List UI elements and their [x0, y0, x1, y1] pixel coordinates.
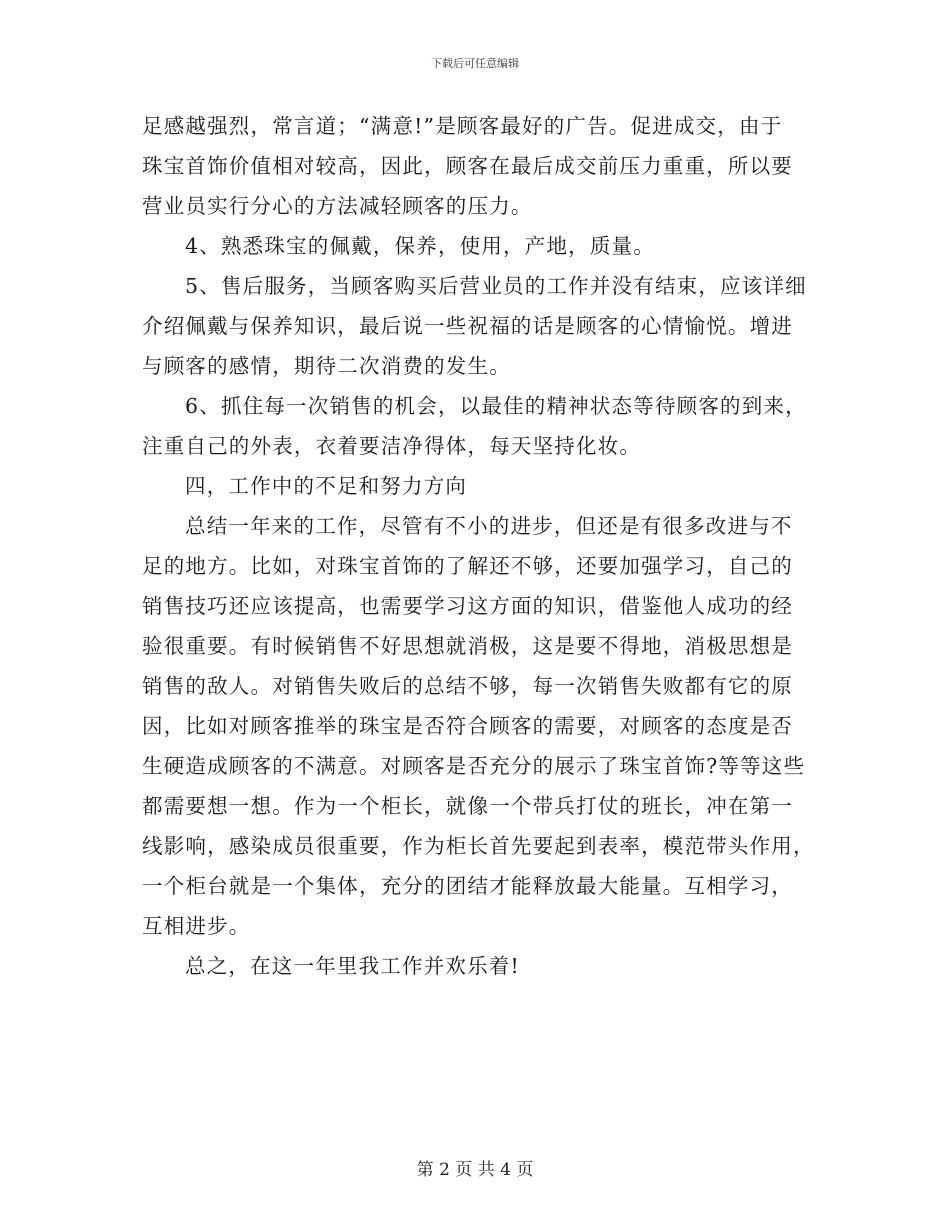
text-line: 互相进步。 — [142, 914, 251, 938]
text-line: 与顾客的感情，期待二次消费的发生。 — [142, 354, 511, 378]
text-line: 营业员实行分心的方法减轻顾客的压力。 — [142, 194, 533, 218]
text-line: 总之，在这一年里我工作并欢乐着! — [185, 954, 520, 978]
text-line: 总结一年来的工作，尽管有不小的进步，但还是有很多改进与不 — [185, 514, 793, 538]
text-line: 5、售后服务，当顾客购买后营业员的工作并没有结束，应该详细 — [185, 274, 807, 298]
section-heading: 四，工作中的不足和努力方向 — [185, 474, 468, 498]
text-line: 线影响，感染成员很重要，作为柜长首先要起到表率，模范带头作用， — [142, 834, 815, 858]
text-line: 注重自己的外表，衣着要洁净得体，每天坚持化妆。 — [142, 434, 642, 458]
text-line: 6、抓住每一次销售的机会，以最佳的精神状态等待顾客的到来， — [185, 394, 807, 418]
page-number: 第 2 页 共 4 页 — [416, 1160, 534, 1180]
text-line: 介绍佩戴与保养知识，最后说一些祝福的话是顾客的心情愉悦。增进 — [142, 314, 793, 338]
text-line: 都需要想一想。作为一个柜长，就像一个带兵打仗的班长，冲在第一 — [142, 794, 793, 818]
text-line: 因，比如对顾客推举的珠宝是否符合顾客的需要，对顾客的态度是否 — [142, 714, 793, 738]
text-line: 生硬造成顾客的不满意。对顾客是否充分的展示了珠宝首饰?等等这些 — [142, 754, 806, 778]
text-line: 珠宝首饰价值相对较高，因此，顾客在最后成交前压力重重，所以要 — [142, 154, 793, 178]
text-line: 验很重要。有时候销售不好思想就消极，这是要不得地，消极思想是 — [142, 634, 793, 658]
text-line: 销售技巧还应该提高，也需要学习这方面的知识，借鉴他人成功的经 — [142, 594, 793, 618]
text-line: 足的地方。比如，对珠宝首饰的了解还不够，还要加强学习，自己的 — [142, 554, 793, 578]
text-line: 销售的敌人。对销售失败后的总结不够，每一次销售失败都有它的原 — [142, 674, 793, 698]
text-line: 4、熟悉珠宝的佩戴，保养，使用，产地，质量。 — [185, 234, 655, 258]
text-line: 足感越强烈，常言道；“满意!”是顾客最好的广告。促进成交，由于 — [142, 114, 783, 138]
text-line: 一个柜台就是一个集体，充分的团结才能释放最大能量。互相学习， — [142, 874, 793, 898]
page-header: 下载后可任意编辑 — [431, 57, 519, 70]
document-body — [142, 106, 815, 986]
